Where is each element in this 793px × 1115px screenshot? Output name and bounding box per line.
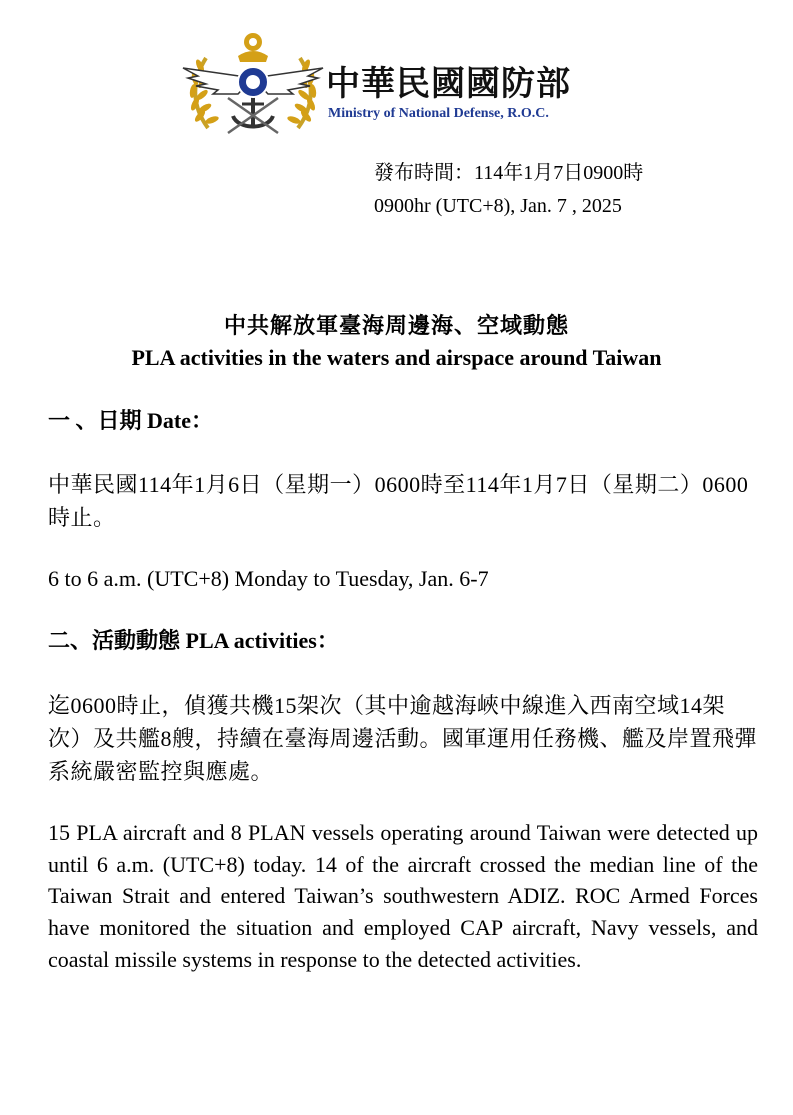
title-zh: 中共解放軍臺海周邊海、空域動態: [223, 313, 569, 338]
section-activities-heading: 二、活動動態 PLA activities：: [48, 628, 339, 653]
title-en: PLA activities in the waters and airspace around Taiwan: [131, 345, 662, 370]
activities-paragraph-en: 15 PLA aircraft and 8 PLAN vessels operating around Taiwan were detected up until 6 a.m. (UTC+8) today. 14 of the aircraft crossed the median line of the Taiwan Strait and entered Taiwan’s southwestern ADIZ. ROC Armed Forces have monitored the situation and employed CAP aircraft, Navy vessels, and coastal missile systems in response to the detected activities.: [48, 820, 758, 972]
activities-paragraph-zh: 迄0600時止，偵獲共機15架次（其中逾越海峽中線進入西南空域14架次）及共艦8艘，持續在臺海周邊活動。國軍運用任務機、艦及岸置飛彈系統嚴密監控與應處。: [48, 693, 758, 784]
date-paragraph-zh: 中華民國114年1月6日（星期一）0600時至114年1月7日（星期二）0600時止。: [48, 472, 749, 530]
mnd-emblem-icon: [178, 28, 328, 140]
section-date-heading: 一 、日期 Date：: [48, 408, 213, 433]
date-paragraph-en: 6 to 6 a.m. (UTC+8) Monday to Tuesday, Jan. 6-7: [48, 566, 489, 591]
document-title: [0, 310, 793, 374]
release-time-zh: 發布時間：114年1月7日0900時: [374, 162, 644, 184]
org-name-zh: 中華民國國防部: [326, 64, 571, 104]
letterhead: [178, 28, 628, 140]
release-time-en: 0900hr (UTC+8), Jan. 7 , 2025: [374, 195, 622, 217]
release-time: [374, 157, 643, 223]
org-name-en: Ministry of National Defense, R.O.C.: [328, 106, 549, 121]
